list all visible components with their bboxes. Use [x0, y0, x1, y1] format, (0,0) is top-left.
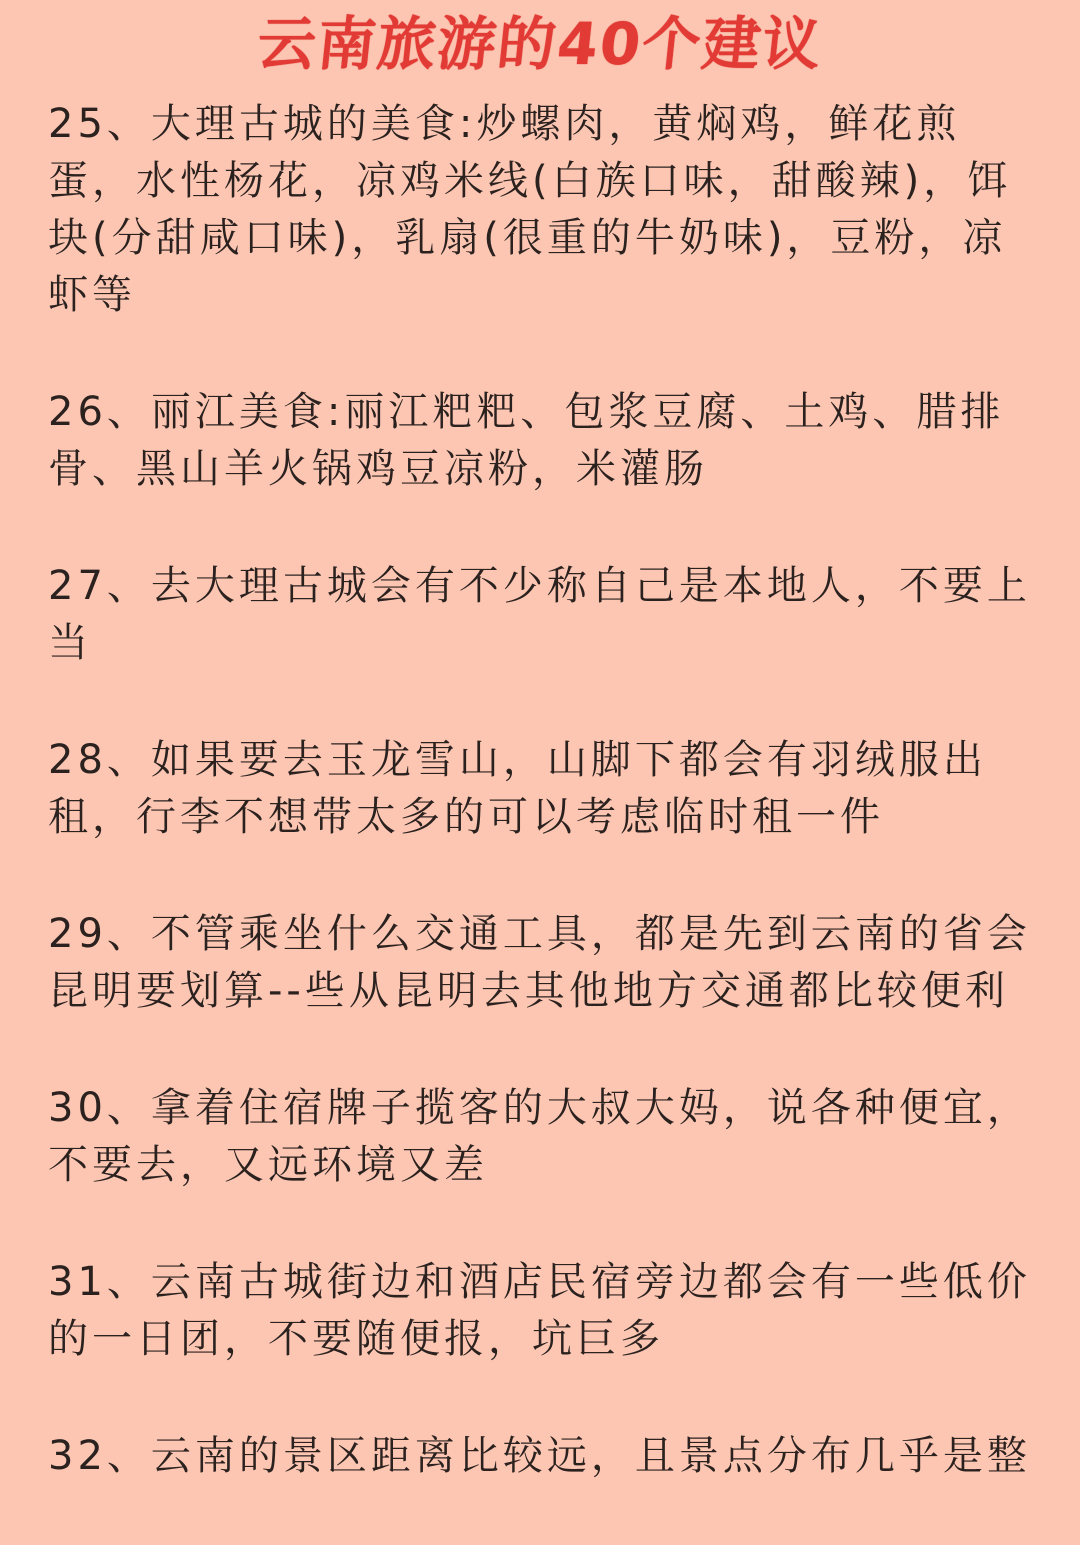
list-item: 30、拿着住宿牌子揽客的大叔大妈，说各种便宜，不要去，又远环境又差 [48, 1085, 1031, 1188]
list-item: 26、丽江美食:丽江粑粑、包浆豆腐、土鸡、腊排骨、黑山羊火锅鸡豆凉粉，米灌肠 [48, 389, 1005, 492]
list-item: 32、云南的景区距离比较远，且景点分布几乎是整 [48, 1433, 1031, 1479]
list-item: 29、不管乘坐什么交通工具，都是先到云南的省会昆明要划算--些从昆明去其他地方交通都比较便利 [48, 911, 1031, 1014]
page-title: 云南旅游的40个建议 [254, 10, 826, 78]
list-item: 27、去大理古城会有不少称自己是本地人，不要上当 [48, 563, 1031, 666]
tips-list [48, 96, 1038, 1545]
list-item: 25、大理古城的美食:炒螺肉，黄焖鸡，鲜花煎蛋，水性杨花，凉鸡米线(白族口味，甜酸辣)，饵块(分甜咸口味)，乳扇(很重的牛奶味)，豆粉，凉虾等 [48, 101, 1012, 318]
list-item: 31、云南古城街边和酒店民宿旁边都会有一些低价的一日团，不要随便报，坑巨多 [48, 1259, 1031, 1362]
list-item: 28、如果要去玉龙雪山，山脚下都会有羽绒服出租，行李不想带太多的可以考虑临时租一件 [48, 737, 987, 840]
